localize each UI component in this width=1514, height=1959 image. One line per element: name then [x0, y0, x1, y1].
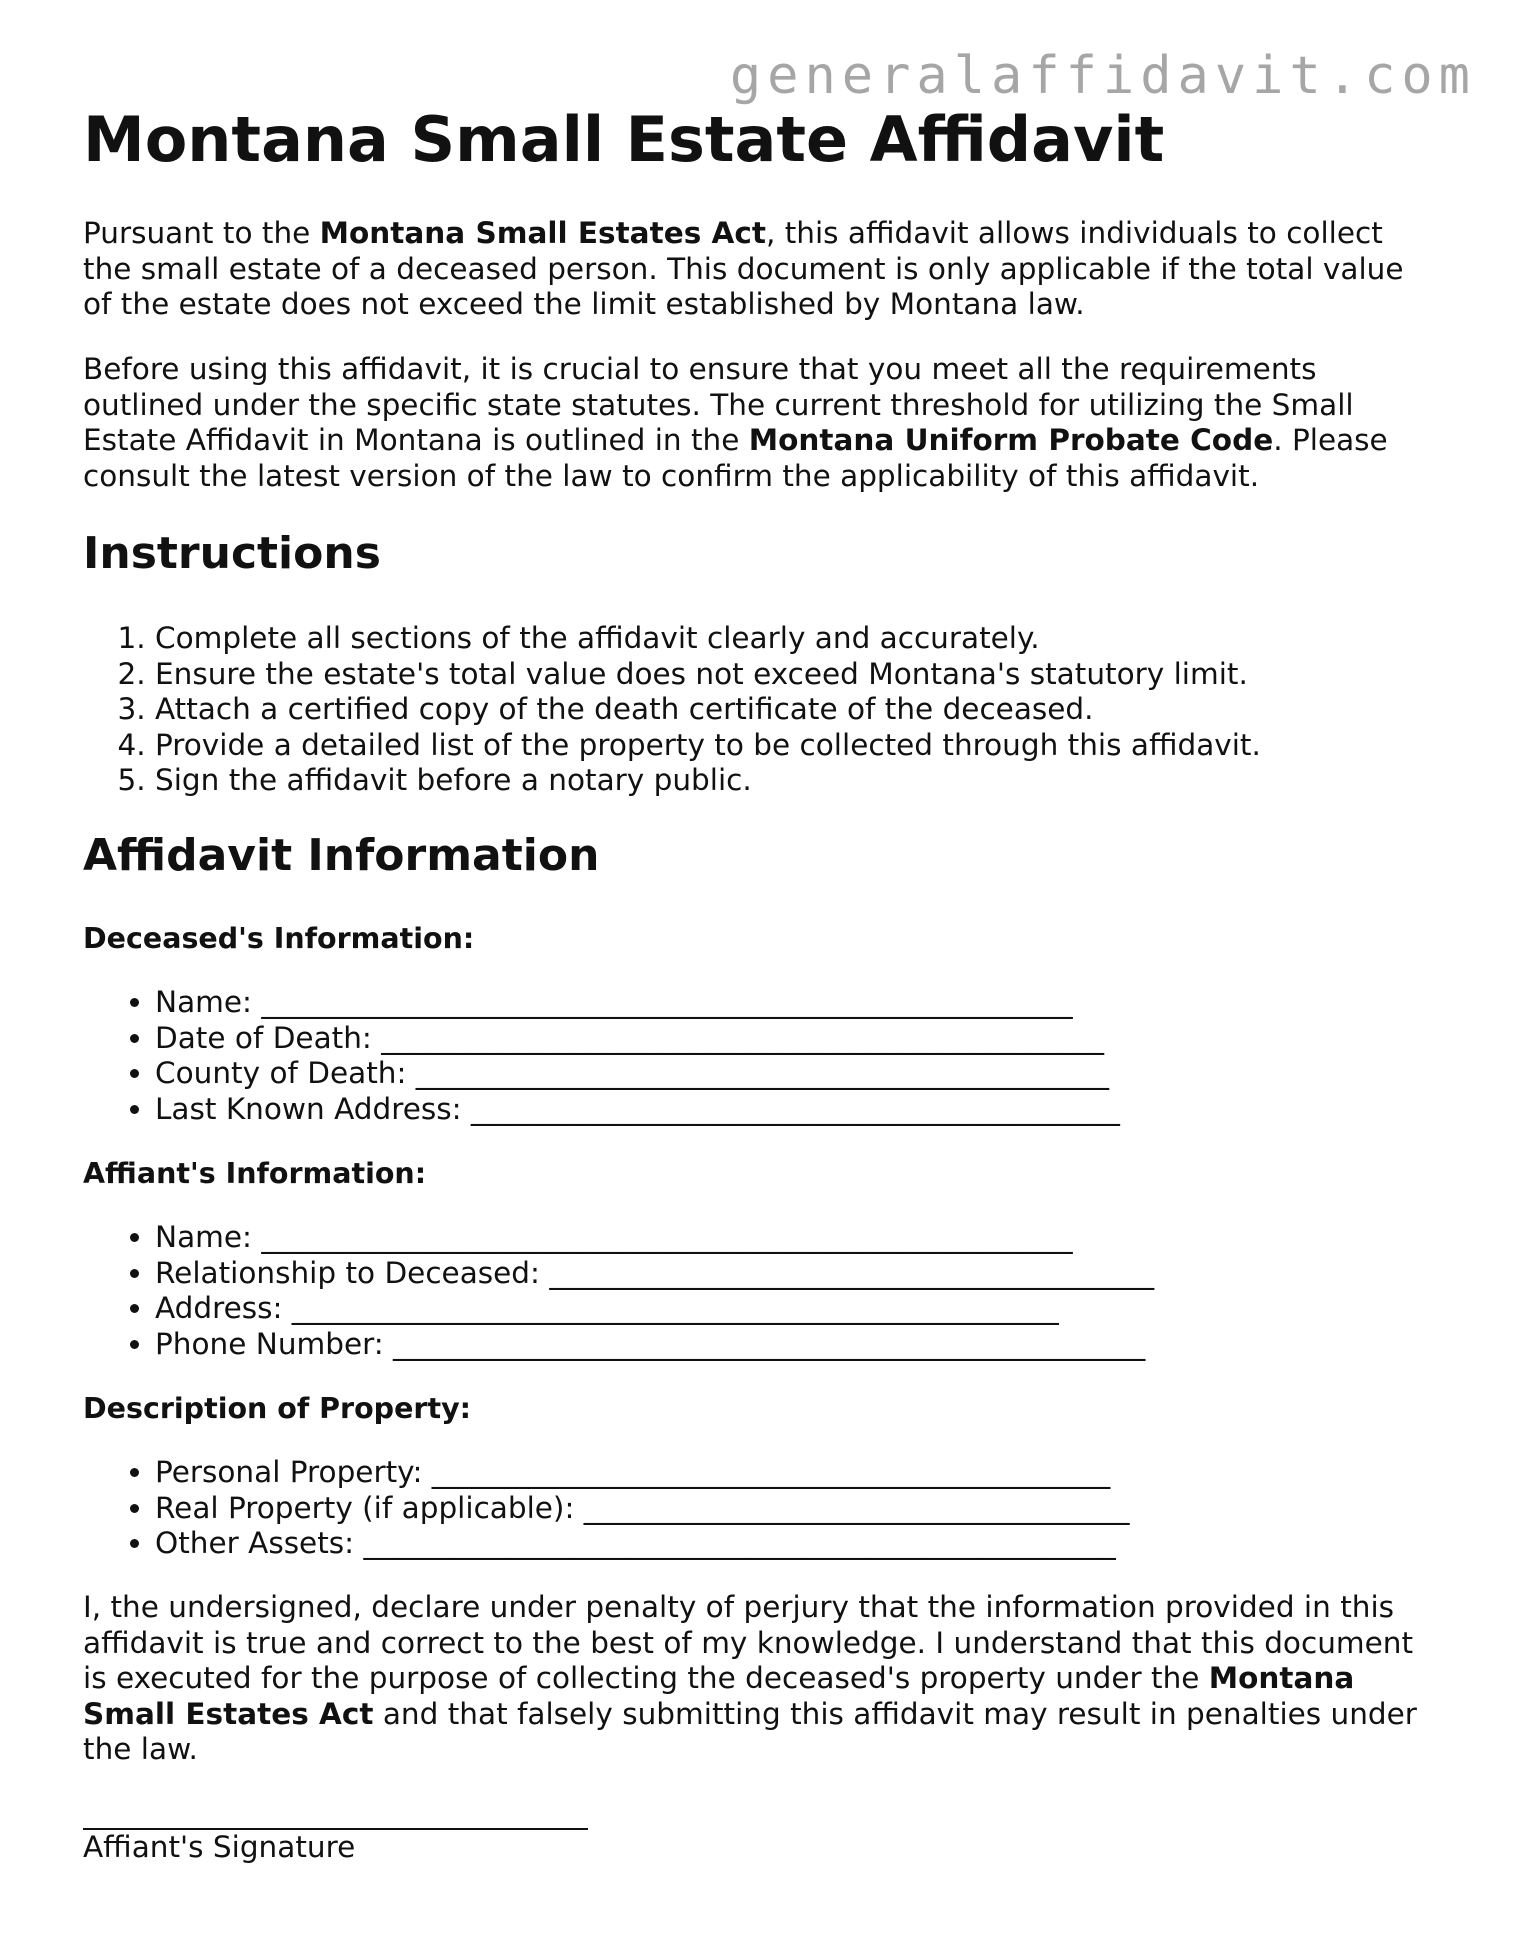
instruction-item: 1. Complete all sections of the affidavit clearly and accurately. [155, 621, 1433, 657]
intro-p1-text-start: Pursuant to the [83, 216, 320, 250]
instruction-item: 2. Ensure the estate's total value does not exceed Montana's statutory limit. [155, 657, 1433, 693]
affidavit-information-heading: Affidavit Information [83, 830, 600, 881]
instruction-item: 5. Sign the affidavit before a notary public. [155, 763, 1433, 799]
date-of-death-field[interactable]: • Date of Death: _________________________________________________ [155, 1021, 1433, 1057]
instruction-item: 3. Attach a certified copy of the death certificate of the deceased. [155, 692, 1433, 728]
probate-code-reference: Montana Uniform Probate Code [748, 423, 1274, 457]
intro-p2-text-start: Before using this affidavit, it is crucial to ensure that you meet all the requirements outlined under the specific state statutes. The current threshold for utilizing the Small Estate Affidavit in Montana is outlined in the [83, 352, 1354, 457]
property-field-list [83, 1455, 1433, 1562]
declaration-paragraph [83, 1590, 1433, 1768]
deceased-fields [83, 985, 1433, 1127]
deceased-name-field[interactable]: • Name: _______________________________________________________ [155, 985, 1433, 1021]
watermark: generalaffidavit.com [729, 46, 1476, 106]
instructions-heading: Instructions [83, 528, 381, 579]
intro-p2-text-end: . Please consult the latest version of the law to confirm the applicability of this affidavit. [83, 423, 1388, 493]
instructions-list [83, 621, 1433, 799]
last-known-address-field[interactable]: • Last Known Address: ____________________________________________ [155, 1092, 1433, 1128]
property-fields [83, 1455, 1433, 1562]
deceased-heading: Deceased's Information: [83, 922, 475, 955]
declaration-text-start: I, the undersigned, declare under penalty of perjury that the information provided in this affidavit is true and correct to the best of my knowledge. I understand that this document is executed for the purpose of collecting the deceased's property under the [83, 1590, 1414, 1695]
deceased-field-list [83, 985, 1433, 1127]
affiant-section [83, 1157, 1433, 1191]
intro-p1-text-end: , this affidavit allows individuals to collect the small estate of a deceased person. This document is only applicable if the total value of the estate does not exceed the limit established by Montana law. [83, 216, 1404, 321]
real-property-field[interactable]: • Real Property (if applicable): _____________________________________ [155, 1491, 1433, 1527]
personal-property-field[interactable]: • Personal Property: ______________________________________________ [155, 1455, 1433, 1491]
signature-label: Affiant's Signature [83, 1830, 356, 1864]
page-title: Montana Small Estate Affidavit [83, 103, 1165, 176]
affiant-heading: Affiant's Information: [83, 1157, 427, 1190]
intro-paragraph-1 [83, 216, 1433, 323]
declaration-act-reference: Montana Small Estates Act [83, 1661, 1355, 1731]
affiant-address-field[interactable]: • Address: ____________________________________________________ [155, 1291, 1433, 1327]
other-assets-field[interactable]: • Other Assets: ___________________________________________________ [155, 1526, 1433, 1562]
affidavit-heading-wrap [83, 832, 1433, 880]
deceased-section [83, 922, 1433, 956]
property-heading: Description of Property: [83, 1392, 472, 1425]
property-section [83, 1392, 1433, 1426]
intro-paragraph-2 [83, 352, 1433, 494]
phone-number-field[interactable]: • Phone Number: ___________________________________________________ [155, 1327, 1433, 1363]
relationship-field[interactable]: • Relationship to Deceased: _________________________________________ [155, 1256, 1433, 1292]
instruction-item: 4. Provide a detailed list of the property to be collected through this affidavit. [155, 728, 1433, 764]
small-estates-act-reference: Montana Small Estates Act [319, 216, 766, 250]
instructions-list-wrap [83, 621, 1433, 799]
declaration-text-end: and that falsely submitting this affidavit may result in penalties under the law. [83, 1696, 1417, 1766]
county-of-death-field[interactable]: • County of Death: _______________________________________________ [155, 1056, 1433, 1092]
affiant-field-list [83, 1220, 1433, 1362]
affiant-name-field[interactable]: • Name: _______________________________________________________ [155, 1220, 1433, 1256]
instructions-heading-wrap [83, 530, 1433, 578]
affiant-fields [83, 1220, 1433, 1362]
